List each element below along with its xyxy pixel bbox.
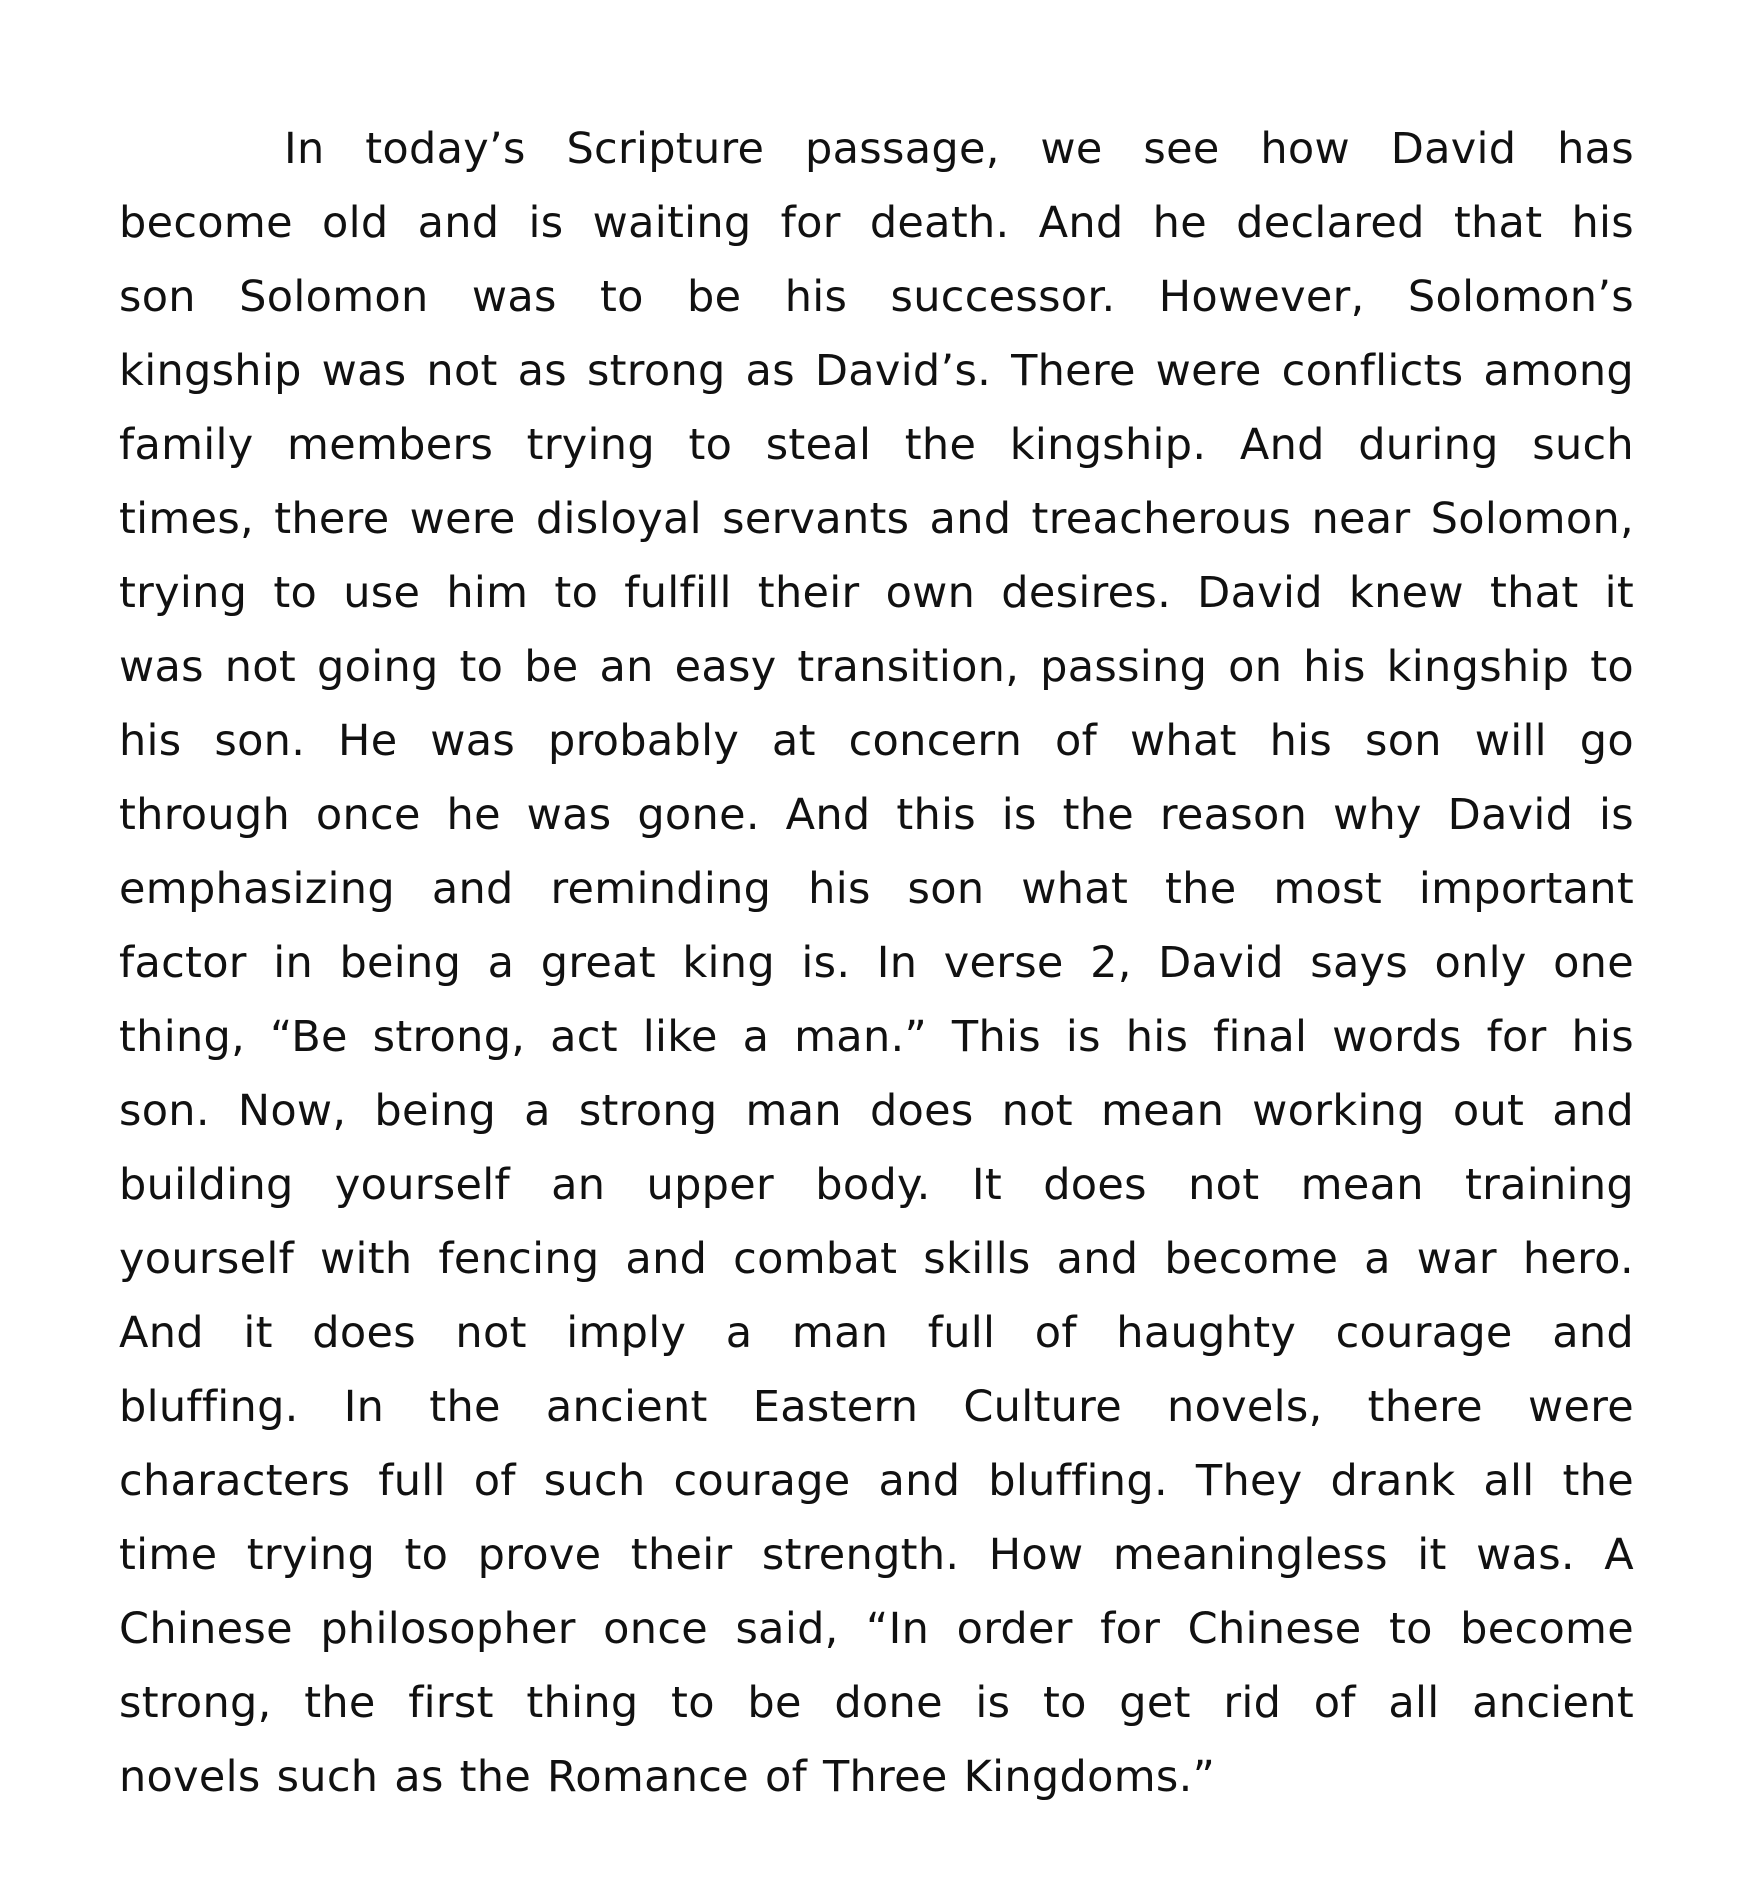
text-line: Chinese philosopher once said, “In order for Chinese to become: [119, 1604, 1634, 1654]
text-line: characters full of such courage and bluffing. They drank all the: [119, 1456, 1634, 1506]
text-line: time trying to prove their strength. How meaningless it was. A: [119, 1530, 1634, 1580]
paragraph: [119, 112, 1634, 1814]
text-line: become old and is waiting for death. And he declared that his: [119, 198, 1634, 248]
text-line: emphasizing and reminding his son what the most important: [119, 864, 1634, 914]
text-line: through once he was gone. And this is the reason why David is: [119, 790, 1634, 840]
text-line: family members trying to steal the kingship. And during such: [119, 420, 1634, 470]
text-line: his son. He was probably at concern of what his son will go: [119, 716, 1634, 766]
text-line: son Solomon was to be his successor. However, Solomon’s: [119, 272, 1634, 322]
text-line: In today’s Scripture passage, we see how David has: [284, 124, 1634, 174]
text-line: yourself with fencing and combat skills and become a war hero.: [119, 1234, 1634, 1284]
text-line: factor in being a great king is. In verse 2, David says only one: [119, 938, 1634, 988]
text-line: bluffing. In the ancient Eastern Culture novels, there were: [119, 1382, 1634, 1432]
text-line: novels such as the Romance of Three Kingdoms.”: [119, 1752, 1216, 1802]
text-line: And it does not imply a man full of haughty courage and: [119, 1308, 1634, 1358]
text-line: strong, the first thing to be done is to get rid of all ancient: [119, 1678, 1634, 1728]
text-line: kingship was not as strong as David’s. There were conflicts among: [119, 346, 1634, 396]
text-line: thing, “Be strong, act like a man.” This is his final words for his: [119, 1012, 1634, 1062]
text-line: was not going to be an easy transition, passing on his kingship to: [119, 642, 1634, 692]
text-line: trying to use him to fulfill their own desires. David knew that it: [119, 568, 1634, 618]
text-line: times, there were disloyal servants and treacherous near Solomon,: [119, 494, 1634, 544]
document-body: [119, 112, 1634, 1814]
text-line: son. Now, being a strong man does not mean working out and: [119, 1086, 1634, 1136]
text-line: building yourself an upper body. It does not mean training: [119, 1160, 1634, 1210]
